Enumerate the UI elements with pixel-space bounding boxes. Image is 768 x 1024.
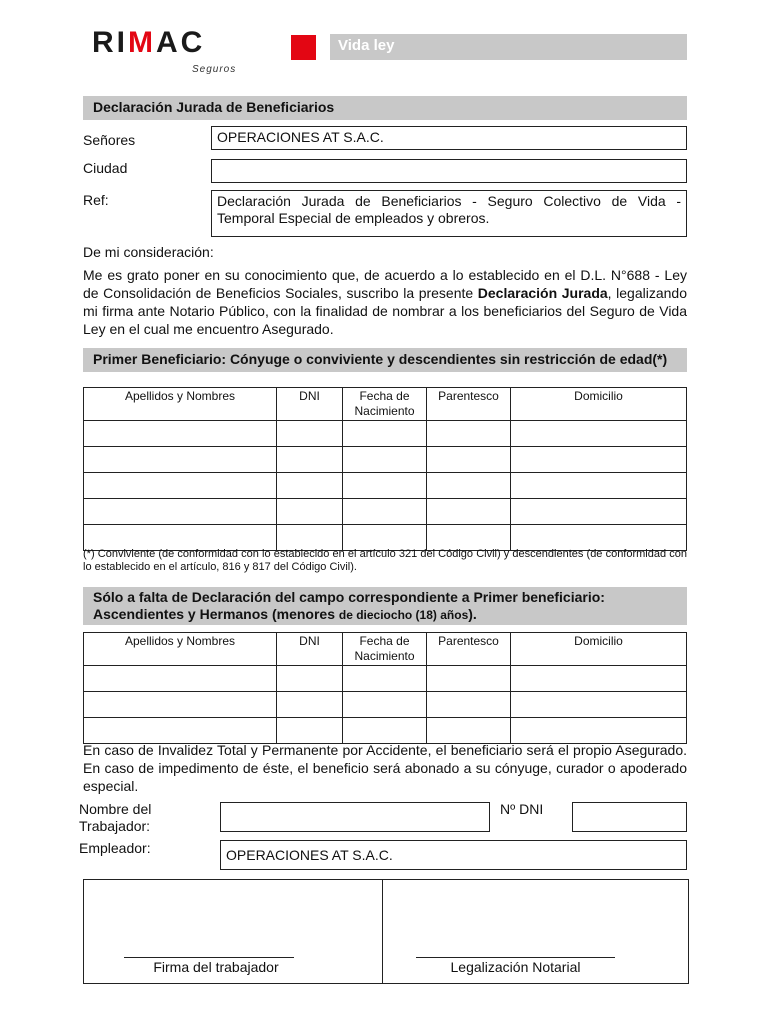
logo-subtitle: Seguros xyxy=(192,64,237,75)
table-cell[interactable] xyxy=(84,692,277,718)
table-cell[interactable] xyxy=(511,525,687,551)
table-cell[interactable] xyxy=(427,666,511,692)
table-cell[interactable] xyxy=(277,499,343,525)
section2-title: Sólo a falta de Declaración del campo correspondiente a Primer beneficiario: Ascendientes y Hermanos (menores de dieciocho (18) años). xyxy=(83,587,687,625)
col-parentesco: Parentesco xyxy=(427,388,511,421)
conviviente-footnote: (*) Conviviente (de conformidad con lo establecido en el artículo 321 del Código Civil) y descendientes (de conformidad con lo establecido en el artículo, 816 y 817 del Código Civil). xyxy=(83,548,687,573)
table-cell[interactable] xyxy=(84,525,277,551)
table-row xyxy=(84,666,687,692)
notary-signature-label: Legalización Notarial xyxy=(450,959,581,975)
table-cell[interactable] xyxy=(277,473,343,499)
ciudad-field[interactable] xyxy=(211,159,687,183)
table-cell[interactable] xyxy=(511,666,687,692)
table-cell[interactable] xyxy=(511,421,687,447)
table-cell[interactable] xyxy=(84,499,277,525)
col-dni: DNI xyxy=(277,633,343,666)
table-cell[interactable] xyxy=(343,718,427,744)
table-row xyxy=(84,447,687,473)
col-domicilio: Domicilio xyxy=(511,633,687,666)
product-title: Vida ley xyxy=(330,34,687,60)
table-cell[interactable] xyxy=(277,525,343,551)
table-row xyxy=(84,525,687,551)
table-cell[interactable] xyxy=(343,525,427,551)
col-domicilio: Domicilio xyxy=(511,388,687,421)
worker-name-field[interactable] xyxy=(220,802,490,832)
table-cell[interactable] xyxy=(427,525,511,551)
table-cell[interactable] xyxy=(277,666,343,692)
table-cell[interactable] xyxy=(84,718,277,744)
table-cell[interactable] xyxy=(427,499,511,525)
notary-signature-line[interactable] xyxy=(416,957,615,958)
col-fecha: Fecha de Nacimiento xyxy=(343,388,427,421)
table-cell[interactable] xyxy=(511,447,687,473)
table-cell[interactable] xyxy=(84,666,277,692)
table-cell[interactable] xyxy=(84,421,277,447)
ref-field[interactable]: Declaración Jurada de Beneficiarios - Seguro Colectivo de Vida - Temporal Especial de empleados y obreros. xyxy=(211,190,687,237)
senores-field[interactable]: OPERACIONES AT S.A.C. xyxy=(211,126,687,150)
table-cell[interactable] xyxy=(511,473,687,499)
table-cell[interactable] xyxy=(84,447,277,473)
table-cell[interactable] xyxy=(84,473,277,499)
col-fecha: Fecha de Nacimiento xyxy=(343,633,427,666)
form-title: Declaración Jurada de Beneficiarios xyxy=(83,96,687,120)
employer-field[interactable]: OPERACIONES AT S.A.C. xyxy=(220,840,687,870)
table-row xyxy=(84,421,687,447)
col-dni: DNI xyxy=(277,388,343,421)
table-cell[interactable] xyxy=(511,499,687,525)
table-cell[interactable] xyxy=(277,692,343,718)
table-cell[interactable] xyxy=(343,499,427,525)
table-cell[interactable] xyxy=(343,666,427,692)
logo-wordmark: RIMAC xyxy=(92,26,206,59)
ciudad-label: Ciudad xyxy=(83,160,128,176)
table-cell[interactable] xyxy=(427,473,511,499)
table-cell[interactable] xyxy=(343,692,427,718)
signature-divider xyxy=(382,879,383,984)
col-parentesco: Parentesco xyxy=(427,633,511,666)
employer-label: Empleador: xyxy=(79,840,151,856)
beneficiaries-table-1 xyxy=(83,387,687,551)
red-square-icon xyxy=(291,35,316,60)
dni-label: Nº DNI xyxy=(500,801,544,817)
table-cell[interactable] xyxy=(427,692,511,718)
col-apellidos: Apellidos y Nombres xyxy=(84,388,277,421)
table-cell[interactable] xyxy=(277,421,343,447)
table-cell[interactable] xyxy=(343,421,427,447)
table-row xyxy=(84,473,687,499)
worker-name-label: Nombre del Trabajador: xyxy=(79,801,152,834)
section1-title: Primer Beneficiario: Cónyuge o conviviente y descendientes sin restricción de edad(*) xyxy=(83,348,687,372)
table-cell[interactable] xyxy=(343,473,427,499)
senores-label: Señores xyxy=(83,132,136,148)
letter-body: Me es grato poner en su conocimiento que, de acuerdo a lo establecido en el D.L. N°688 - Ley de Consolidación de Beneficios Sociales, suscribo la presente Declaración Jurada, legalizando mi firma ante Notario Público, con la finalidad de nombrar a los beneficiarios del Seguro de Vida Ley en el cual me encuentro Asegurado. xyxy=(83,267,687,337)
table-cell[interactable] xyxy=(427,421,511,447)
table-cell[interactable] xyxy=(427,447,511,473)
table-cell[interactable] xyxy=(427,718,511,744)
col-apellidos: Apellidos y Nombres xyxy=(84,633,277,666)
table-cell[interactable] xyxy=(343,447,427,473)
table-cell[interactable] xyxy=(277,718,343,744)
table-row xyxy=(84,718,687,744)
table-cell[interactable] xyxy=(511,718,687,744)
invalidez-text: En caso de Invalidez Total y Permanente por Accidente, el beneficiario será el propio Asegurado. En caso de impedimento de éste, el beneficio será abonado a su cónyuge, curador o apoderado especial. xyxy=(83,742,687,794)
table-row xyxy=(84,499,687,525)
rimac-logo xyxy=(92,24,242,80)
greeting: De mi consideración: xyxy=(83,244,214,260)
ref-label: Ref: xyxy=(83,192,109,208)
table-cell[interactable] xyxy=(511,692,687,718)
table-cell[interactable] xyxy=(277,447,343,473)
beneficiaries-table-2 xyxy=(83,632,687,744)
worker-signature-label: Firma del trabajador xyxy=(153,959,279,975)
worker-signature-line[interactable] xyxy=(124,957,294,958)
dni-field[interactable] xyxy=(572,802,687,832)
table-row xyxy=(84,692,687,718)
